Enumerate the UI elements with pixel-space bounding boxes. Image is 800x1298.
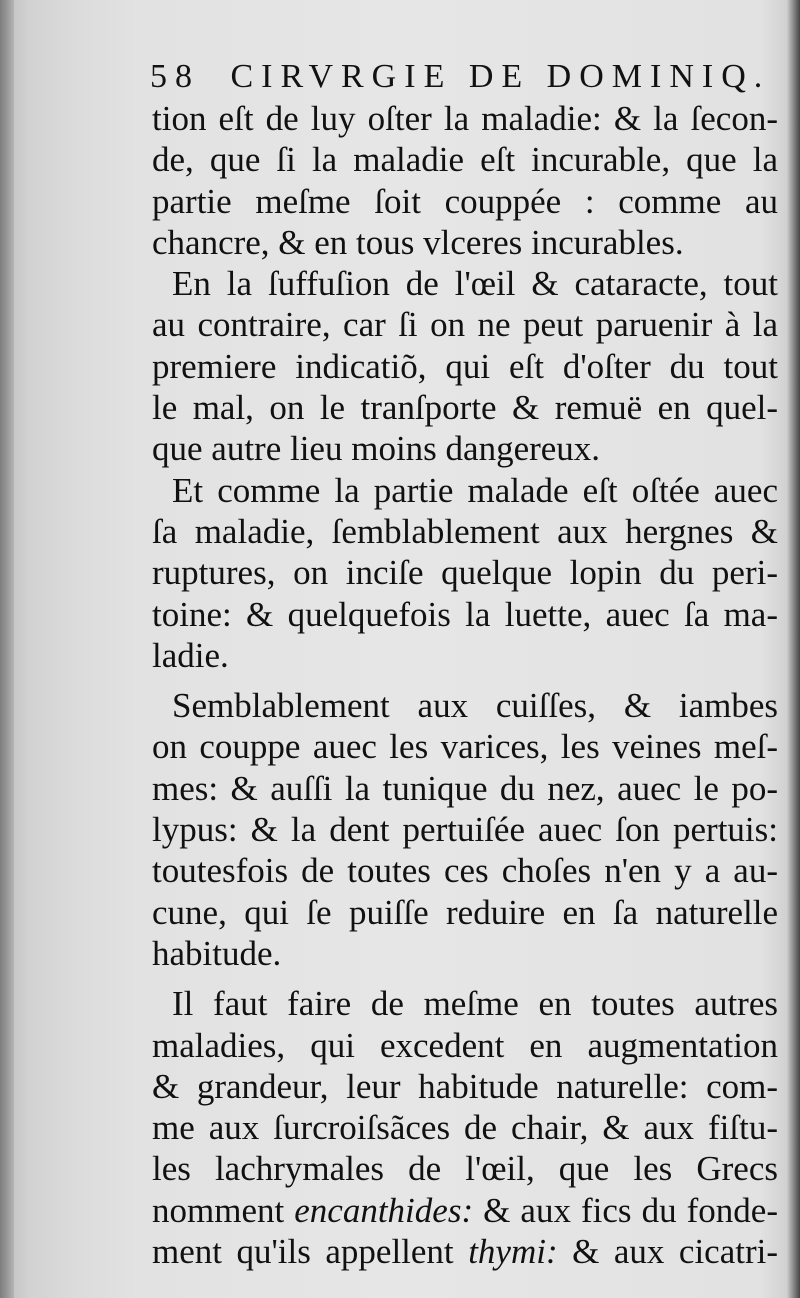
text-span: nomment [152,1190,295,1230]
text-span: & aux cicatri- [557,1232,778,1272]
text-line: Et comme la partie malade eſt oſtée auec [172,470,778,510]
text-line: ladie. [152,635,229,675]
italic-term: thymi: [468,1232,558,1272]
text-line: partie meſme ſoit couppée : comme au [152,181,778,221]
text-line: toutesfois de toutes ces choſes n'en y a au- [152,851,778,891]
text-line: habitude. [152,933,282,973]
text-line: on couppe auec les varices, les veines meſ- [152,727,778,767]
text-line: ruptures, on inciſe quelque lopin du peri- [152,553,778,593]
paragraph [152,98,778,263]
page-number: 58 [150,58,200,95]
text-span: & aux fics du fonde- [473,1190,778,1230]
page-gutter-shadow [0,0,14,1298]
page-edge-shadow [786,0,800,1298]
text-line: En la ſuffuſion de l'œil & cataracte, tout [172,264,778,304]
text-line: Il faut faire de meſme en toutes autres [172,984,778,1024]
text-line: lypus: & la dent pertuiſée auec ſon pertuis: [152,810,778,850]
text-line: cune, qui ſe puiſſe reduire en ſa naturelle [152,892,778,932]
italic-term: encanthides: [294,1190,474,1230]
text-line: maladies, qui excedent en augmentation [152,1025,778,1065]
text-line: premiere indicatiõ, qui eſt d'oſter du tout [152,346,778,386]
text-line: les lachrymales de l'œil, que les Grecs [152,1149,778,1189]
text-line-mixed [152,1190,778,1231]
text-line: tion eſt de luy oſter la maladie: & la ſecon- [152,99,778,138]
text-line-mixed [152,1231,778,1272]
text-line: & grandeur, leur habitude naturelle: com- [152,1066,778,1106]
text-line: toine: & quelquefois la luette, auec ſa ma- [152,594,778,634]
text-line: Semblablement aux cuiſſes, & iambes [172,686,778,726]
text-line: de, que ſi la maladie eſt incurable, que la [152,140,778,180]
paragraph [152,685,778,974]
text-line: me aux ſurcroiſsãces de chair, & aux fiſtu- [152,1108,778,1148]
paragraph [152,470,778,676]
text-line: chancre, & en tous vlceres incurables. [152,222,684,262]
text-line: ſa maladie, ſemblablement aux hergnes & [152,511,778,551]
paragraph [152,263,778,469]
text-span: ment qu'ils appellent [152,1232,469,1272]
text-line: que autre lieu moins dangereux. [152,429,601,469]
text-line: mes: & auſſi la tunique du nez, auec le po- [152,768,778,808]
text-line: au contraire, car ſi on ne peut paruenir à la [152,305,778,345]
body-text [152,98,778,1272]
running-title: CIRVRGIE DE DOMINIQ. [230,58,771,95]
paragraph [152,983,778,1272]
text-line: le mal, on le tranſporte & remuë en quel- [152,388,778,428]
